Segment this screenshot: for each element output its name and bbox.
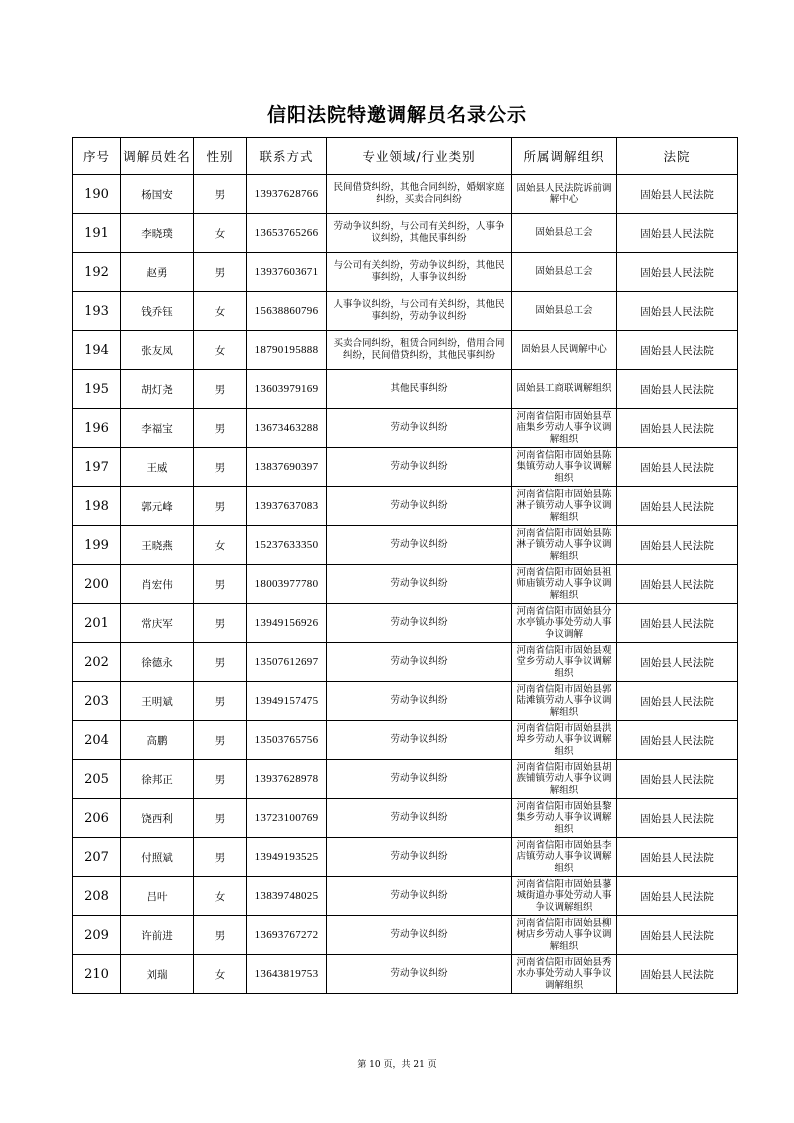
cell-gender: 男 [194,799,247,838]
cell-court: 固始县人民法院 [617,253,738,292]
cell-phone: 13949193525 [247,838,327,877]
cell-no: 191 [73,214,121,253]
cell-name: 饶西利 [121,799,194,838]
cell-court: 固始县人民法院 [617,604,738,643]
cell-no: 201 [73,604,121,643]
cell-no: 209 [73,916,121,955]
cell-name: 李晓璞 [121,214,194,253]
cell-phone: 13643819753 [247,955,327,994]
cell-org: 河南省信阳市固始县秀水办事处劳动人事争议调解组织 [512,955,617,994]
cell-no: 203 [73,682,121,721]
cell-name: 钱乔钰 [121,292,194,331]
cell-phone: 13653765266 [247,214,327,253]
cell-name: 李福宝 [121,409,194,448]
cell-phone: 13937637083 [247,487,327,526]
cell-court: 固始县人民法院 [617,838,738,877]
cell-org: 河南省信阳市固始县黎集乡劳动人事争议调解组织 [512,799,617,838]
table-row [73,526,738,565]
cell-org: 固始县总工会 [512,214,617,253]
cell-field: 劳动争议纠纷 [327,643,512,682]
column-header-court: 法院 [617,138,738,175]
cell-court: 固始县人民法院 [617,292,738,331]
column-header-name: 调解员姓名 [121,138,194,175]
cell-no: 206 [73,799,121,838]
cell-gender: 男 [194,253,247,292]
table-row [73,292,738,331]
page-title: 信阳法院特邀调解员名录公示 [266,104,527,126]
cell-org: 固始县人民法院诉前调解中心 [512,175,617,214]
cell-org: 河南省信阳市固始县柳树店乡劳动人事争议调解组织 [512,916,617,955]
table-row [73,916,738,955]
cell-org: 河南省信阳市固始县洪埠乡劳动人事争议调解组织 [512,721,617,760]
cell-name: 刘瑞 [121,955,194,994]
cell-gender: 女 [194,292,247,331]
cell-court: 固始县人民法院 [617,409,738,448]
cell-no: 190 [73,175,121,214]
cell-org: 河南省信阳市固始县观堂乡劳动人事争议调解组织 [512,643,617,682]
cell-court: 固始县人民法院 [617,916,738,955]
table-row [73,799,738,838]
cell-name: 徐邦正 [121,760,194,799]
cell-org: 河南省信阳市固始县李店镇劳动人事争议调解组织 [512,838,617,877]
cell-gender: 女 [194,214,247,253]
column-header-phone: 联系方式 [247,138,327,175]
cell-no: 208 [73,877,121,916]
cell-no: 199 [73,526,121,565]
cell-gender: 男 [194,448,247,487]
table-row [73,643,738,682]
cell-gender: 男 [194,682,247,721]
cell-no: 196 [73,409,121,448]
cell-gender: 男 [194,643,247,682]
cell-gender: 女 [194,331,247,370]
cell-field: 劳动争议纠纷 [327,799,512,838]
cell-phone: 13693767272 [247,916,327,955]
table-row [73,370,738,409]
page-footer: 第 10 页，共 21 页 [357,1060,437,1070]
cell-phone: 15237633350 [247,526,327,565]
cell-phone: 13937603671 [247,253,327,292]
cell-org: 河南省信阳市固始县陈淋子镇劳动人事争议调解组织 [512,526,617,565]
cell-court: 固始县人民法院 [617,448,738,487]
cell-court: 固始县人民法院 [617,370,738,409]
cell-gender: 男 [194,175,247,214]
cell-no: 207 [73,838,121,877]
table-row [73,682,738,721]
cell-no: 197 [73,448,121,487]
cell-field: 劳动争议纠纷 [327,565,512,604]
table-row [73,565,738,604]
cell-phone: 13837690397 [247,448,327,487]
cell-org: 固始县总工会 [512,292,617,331]
cell-court: 固始县人民法院 [617,877,738,916]
cell-name: 王明斌 [121,682,194,721]
cell-field: 人事争议纠纷，与公司有关纠纷，其他民事纠纷，劳动争议纠纷 [327,292,512,331]
cell-org: 河南省信阳市固始县陈集镇劳动人事争议调解组织 [512,448,617,487]
cell-court: 固始县人民法院 [617,799,738,838]
cell-field: 劳动争议纠纷，与公司有关纠纷，人事争议纠纷，其他民事纠纷 [327,214,512,253]
table-row [73,253,738,292]
cell-no: 204 [73,721,121,760]
mediator-table [72,137,738,994]
cell-org: 河南省信阳市固始县祖师庙镇劳动人事争议调解组织 [512,565,617,604]
column-header-no: 序号 [73,138,121,175]
cell-phone: 13603979169 [247,370,327,409]
cell-court: 固始县人民法院 [617,331,738,370]
table-row [73,955,738,994]
cell-phone: 13937628766 [247,175,327,214]
cell-court: 固始县人民法院 [617,682,738,721]
cell-no: 194 [73,331,121,370]
cell-name: 常庆军 [121,604,194,643]
cell-org: 河南省信阳市固始县草庙集乡劳动人事争议调解组织 [512,409,617,448]
cell-gender: 女 [194,955,247,994]
cell-phone: 18790195888 [247,331,327,370]
cell-court: 固始县人民法院 [617,565,738,604]
cell-phone: 15638860796 [247,292,327,331]
cell-phone: 13949157475 [247,682,327,721]
cell-no: 195 [73,370,121,409]
table-row [73,409,738,448]
cell-gender: 男 [194,565,247,604]
cell-gender: 男 [194,409,247,448]
table-row [73,175,738,214]
cell-phone: 18003977780 [247,565,327,604]
table-row [73,760,738,799]
cell-field: 劳动争议纠纷 [327,760,512,799]
cell-court: 固始县人民法院 [617,721,738,760]
cell-court: 固始县人民法院 [617,487,738,526]
cell-court: 固始县人民法院 [617,526,738,565]
cell-field: 与公司有关纠纷，劳动争议纠纷，其他民事纠纷，人事争议纠纷 [327,253,512,292]
cell-name: 胡灯尧 [121,370,194,409]
cell-gender: 男 [194,838,247,877]
cell-org: 河南省信阳市固始县陈淋子镇劳动人事争议调解组织 [512,487,617,526]
cell-no: 200 [73,565,121,604]
table-header-row [73,138,738,175]
cell-field: 劳动争议纠纷 [327,526,512,565]
column-header-field: 专业领域/行业类别 [327,138,512,175]
cell-field: 劳动争议纠纷 [327,877,512,916]
cell-phone: 13673463288 [247,409,327,448]
cell-court: 固始县人民法院 [617,760,738,799]
cell-field: 民间借贷纠纷，其他合同纠纷，婚姻家庭纠纷，买卖合同纠纷 [327,175,512,214]
cell-no: 198 [73,487,121,526]
cell-org: 固始县工商联调解组织 [512,370,617,409]
table-row [73,331,738,370]
cell-name: 高鹏 [121,721,194,760]
table-row [73,604,738,643]
column-header-org: 所属调解组织 [512,138,617,175]
cell-phone: 13507612697 [247,643,327,682]
cell-court: 固始县人民法院 [617,214,738,253]
cell-court: 固始县人民法院 [617,175,738,214]
table-row [73,448,738,487]
cell-name: 付照斌 [121,838,194,877]
cell-field: 其他民事纠纷 [327,370,512,409]
cell-no: 205 [73,760,121,799]
cell-court: 固始县人民法院 [617,643,738,682]
cell-org: 河南省信阳市固始县蓼城街道办事处劳动人事争议调解组织 [512,877,617,916]
cell-org: 固始县总工会 [512,253,617,292]
cell-name: 王威 [121,448,194,487]
cell-gender: 男 [194,487,247,526]
cell-org: 河南省信阳市固始县胡族铺镇劳动人事争议调解组织 [512,760,617,799]
cell-field: 劳动争议纠纷 [327,604,512,643]
cell-phone: 13937628978 [247,760,327,799]
cell-no: 210 [73,955,121,994]
cell-field: 劳动争议纠纷 [327,487,512,526]
cell-phone: 13839748025 [247,877,327,916]
cell-field: 劳动争议纠纷 [327,955,512,994]
cell-name: 郭元峰 [121,487,194,526]
cell-no: 202 [73,643,121,682]
cell-field: 劳动争议纠纷 [327,721,512,760]
cell-gender: 男 [194,760,247,799]
cell-phone: 13949156926 [247,604,327,643]
cell-name: 肖宏伟 [121,565,194,604]
cell-org: 固始县人民调解中心 [512,331,617,370]
cell-phone: 13723100769 [247,799,327,838]
cell-name: 王晓燕 [121,526,194,565]
cell-name: 赵勇 [121,253,194,292]
cell-gender: 男 [194,604,247,643]
cell-gender: 女 [194,877,247,916]
cell-no: 192 [73,253,121,292]
cell-no: 193 [73,292,121,331]
table-row [73,721,738,760]
cell-gender: 男 [194,721,247,760]
table-row [73,838,738,877]
cell-name: 张友凤 [121,331,194,370]
cell-org: 河南省信阳市固始县分水亭镇办事处劳动人事争议调解 [512,604,617,643]
cell-name: 杨国安 [121,175,194,214]
cell-phone: 13503765756 [247,721,327,760]
cell-field: 劳动争议纠纷 [327,682,512,721]
cell-field: 劳动争议纠纷 [327,838,512,877]
cell-name: 吕叶 [121,877,194,916]
cell-field: 劳动争议纠纷 [327,409,512,448]
cell-name: 徐德永 [121,643,194,682]
cell-gender: 男 [194,916,247,955]
cell-gender: 男 [194,370,247,409]
column-header-gender: 性别 [194,138,247,175]
cell-court: 固始县人民法院 [617,955,738,994]
cell-org: 河南省信阳市固始县郭陆滩镇劳动人事争议调解组织 [512,682,617,721]
cell-gender: 女 [194,526,247,565]
cell-name: 许前进 [121,916,194,955]
cell-field: 劳动争议纠纷 [327,916,512,955]
cell-field: 劳动争议纠纷 [327,448,512,487]
table-row [73,877,738,916]
table-row [73,214,738,253]
table-row [73,487,738,526]
cell-field: 买卖合同纠纷，租赁合同纠纷，借用合同纠纷，民间借贷纠纷，其他民事纠纷 [327,331,512,370]
